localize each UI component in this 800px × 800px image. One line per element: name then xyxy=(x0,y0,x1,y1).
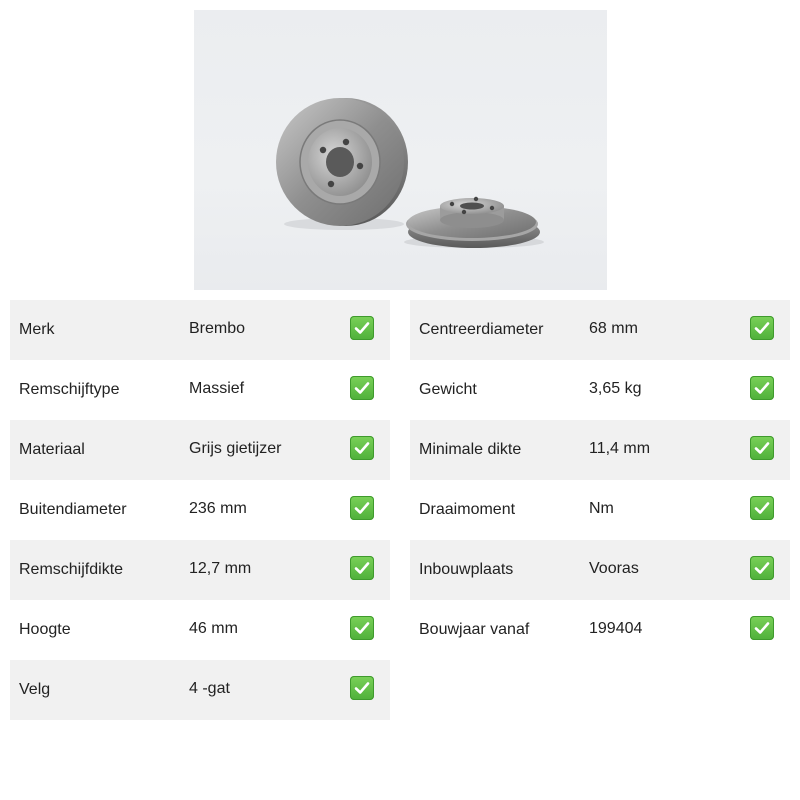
spec-row-draaimoment xyxy=(410,480,790,540)
check-icon xyxy=(750,316,774,340)
check-icon xyxy=(750,376,774,400)
specs-table-right xyxy=(410,300,790,660)
spec-row-centreerdiameter xyxy=(410,300,790,360)
spec-label: Inbouwplaats xyxy=(419,561,514,578)
spec-value: 199404 xyxy=(589,620,643,637)
product-image xyxy=(194,10,607,290)
spec-label: Buitendiameter xyxy=(19,501,127,518)
spec-label: Minimale dikte xyxy=(419,441,522,458)
spec-value: Nm xyxy=(589,500,614,517)
check-icon xyxy=(750,556,774,580)
spec-row-bouwjaar-vanaf xyxy=(410,600,790,660)
spec-value: Brembo xyxy=(189,320,246,337)
spec-value: Massief xyxy=(189,380,245,397)
spec-value: 3,65 kg xyxy=(589,380,642,397)
spec-value: Vooras xyxy=(589,560,639,577)
check-icon xyxy=(350,316,374,340)
spec-label: Materiaal xyxy=(19,441,85,458)
check-icon xyxy=(750,616,774,640)
spec-label: Bouwjaar vanaf xyxy=(419,621,530,638)
spec-row-buitendiameter xyxy=(10,480,390,540)
spec-row-inbouwplaats xyxy=(410,540,790,600)
spec-label: Remschijftype xyxy=(19,381,120,398)
spec-row-gewicht xyxy=(410,360,790,420)
spec-row-velg xyxy=(10,660,390,720)
spec-value: Grijs gietijzer xyxy=(189,440,282,457)
check-icon xyxy=(350,436,374,460)
spec-value: 236 mm xyxy=(189,500,247,517)
check-icon xyxy=(350,556,374,580)
specs-table-left xyxy=(10,300,390,720)
spec-label: Velg xyxy=(19,681,51,698)
spec-row-hoogte xyxy=(10,600,390,660)
check-icon xyxy=(750,436,774,460)
spec-value: 4 -gat xyxy=(189,680,230,697)
spec-value: 12,7 mm xyxy=(189,560,252,577)
spec-row-merk xyxy=(10,300,390,360)
spec-row-remschijftype xyxy=(10,360,390,420)
spec-value: 46 mm xyxy=(189,620,238,637)
spec-value: 11,4 mm xyxy=(589,440,651,457)
spec-label: Gewicht xyxy=(419,381,477,398)
spec-label: Remschijfdikte xyxy=(19,561,124,578)
spec-label: Draaimoment xyxy=(419,501,516,518)
spec-label: Hoogte xyxy=(19,621,71,638)
check-icon xyxy=(350,376,374,400)
spec-label: Centreerdiameter xyxy=(419,321,544,338)
spec-label: Merk xyxy=(19,321,55,338)
spec-row-materiaal xyxy=(10,420,390,480)
check-icon xyxy=(350,676,374,700)
check-icon xyxy=(350,616,374,640)
check-icon xyxy=(350,496,374,520)
spec-row-remschijfdikte xyxy=(10,540,390,600)
check-icon xyxy=(750,496,774,520)
spec-row-minimale-dikte xyxy=(410,420,790,480)
spec-value: 68 mm xyxy=(589,320,638,337)
